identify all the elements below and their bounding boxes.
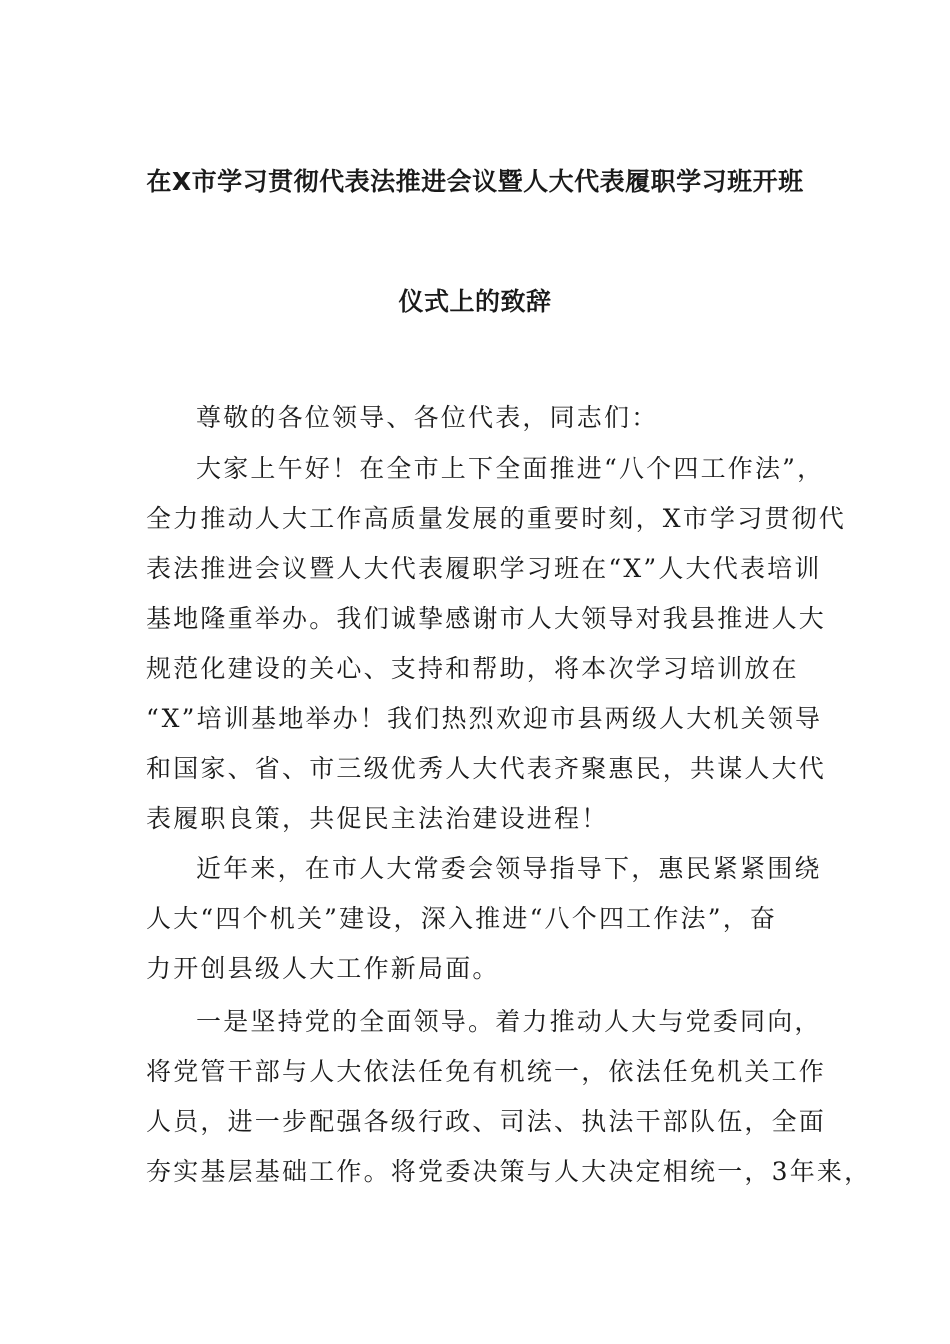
paragraph-line: 人员，进一步配强各级行政、司法、执法干部队伍，全面: [146, 1107, 827, 1136]
paragraph-line: “X”培训基地举办！我们热烈欢迎市县两级人大机关领导: [146, 704, 823, 733]
paragraph-line: 将党管干部与人大依法任免有机统一，依法任免机关工作: [146, 1057, 827, 1086]
paragraph-line: 力开创县级人大工作新局面。: [146, 954, 500, 983]
paragraph-line: 近年来，在市人大常委会领导指导下，惠民紧紧围绕: [196, 854, 822, 883]
paragraph-line: 基地隆重举办。我们诚挚感谢市人大领导对我县推进人大: [146, 604, 827, 633]
paragraph-line: 表履职良策，共促民主法治建设进程！: [146, 804, 609, 833]
salutation: 尊敬的各位领导、各位代表，同志们：: [196, 403, 659, 432]
paragraph-line: 和国家、省、市三级优秀人大代表齐聚惠民，共谋人大代: [146, 754, 827, 783]
document-title-line-1: 在X市学习贯彻代表法推进会议暨人大代表履职学习班开班: [146, 167, 804, 196]
paragraph-line: 人大“四个机关”建设，深入推进“八个四工作法”，奋: [146, 904, 778, 933]
paragraph-line: 大家上午好！在全市上下全面推进“八个四工作法”，: [196, 454, 825, 483]
paragraph-line: 夯实基层基础工作。将党委决策与人大决定相统一，3年来，: [146, 1157, 872, 1186]
document-title-line-2: 仪式上的致辞: [398, 287, 552, 316]
paragraph-line: 表法推进会议暨人大代表履职学习班在“X”人大代表培训: [146, 554, 822, 583]
paragraph-line: 一是坚持党的全面领导。着力推动人大与党委同向，: [196, 1007, 822, 1036]
paragraph-line: 全力推动人大工作高质量发展的重要时刻，X市学习贯彻代: [146, 504, 847, 533]
paragraph-line: 规范化建设的关心、支持和帮助，将本次学习培训放在: [146, 654, 799, 683]
